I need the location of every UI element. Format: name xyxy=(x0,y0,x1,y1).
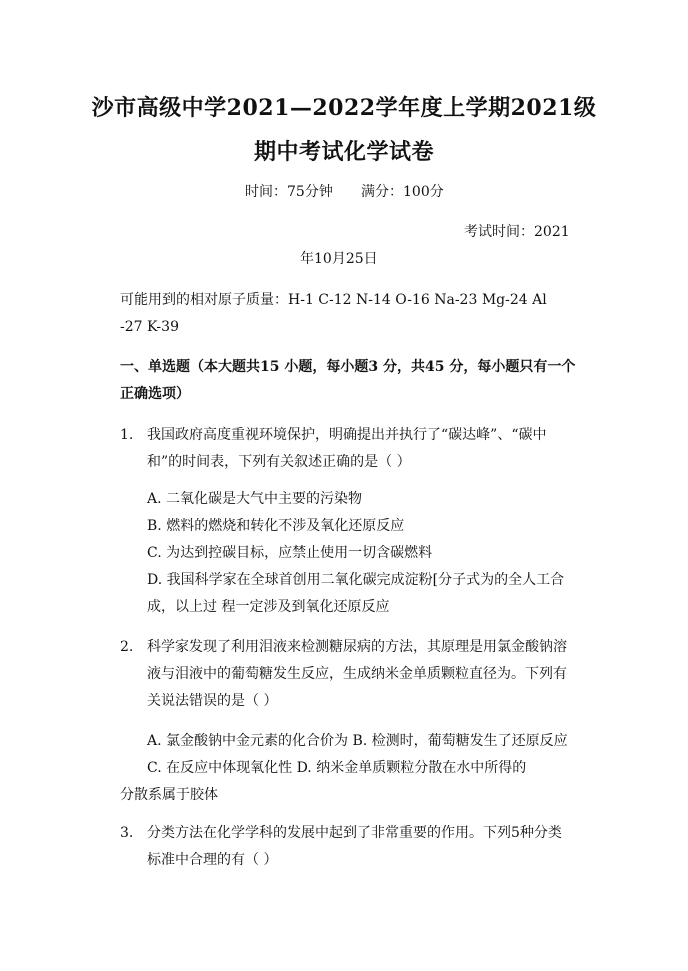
exam-date-part1: 考试时间：2021 xyxy=(464,224,570,240)
answer-option-continuation: 成，以上过 程一定涉及到氧化还原反应 xyxy=(147,599,390,615)
question-stem-line: 标准中合理的有（ ） xyxy=(147,852,278,868)
answer-option: A. 氯金酸钠中金元素的化合价为 B. 检测时，葡萄糖发生了还原反应 xyxy=(147,733,568,749)
exam-title-line1: 沙市高级中学2021—2022学年度上学期2021级 xyxy=(91,95,597,121)
answer-option: C. 在反应中体现氧化性 D. 纳米金单质颗粒分散在水中所得的 xyxy=(147,760,527,776)
question-stem-line: 科学家发现了利用泪液来检测糖尿病的方法，其原理是用氯金酸钠溶 xyxy=(147,639,567,655)
section-heading-line1: 一、单选题（本大题共15 小题，每小题3 分，共45 分，每小题只有一个 xyxy=(120,359,576,375)
question-number: 1. xyxy=(120,427,134,443)
answer-option-continuation: 分散系属于胶体 xyxy=(120,787,218,803)
question-stem-line: 液与泪液中的葡萄糖发生反应，生成纳米金单质颗粒直径为。下列有 xyxy=(147,666,567,682)
section-heading-line2: 正确选项） xyxy=(120,386,190,402)
full-score: 满分：100分 xyxy=(361,184,444,200)
question-stem-line: 我国政府高度重视环境保护，明确提出并执行了“碳达峰”、“碳中 xyxy=(147,427,547,443)
question-stem-line: 和”的时间表，下列有关叙述正确的是（ ） xyxy=(147,454,411,470)
answer-option: C. 为达到控碳目标，应禁止使用一切含碳燃料 xyxy=(147,545,433,561)
time-limit: 时间：75分钟 xyxy=(245,184,333,200)
atomic-masses-line1: 可能用到的相对原子质量：H-1 C-12 N-14 O-16 Na-23 Mg-24 Al xyxy=(120,292,547,308)
answer-option: A. 二氧化碳是大气中主要的污染物 xyxy=(147,491,363,507)
exam-date-part2: 年10月25日 xyxy=(300,251,378,267)
answer-option: D. 我国科学家在全球首创用二氧化碳完成淀粉[分子式为的全人工合 xyxy=(147,572,565,588)
atomic-masses-line2: -27 K-39 xyxy=(120,319,179,335)
question-stem-line: 分类方法在化学学科的发展中起到了非常重要的作用。下列5种分类 xyxy=(147,825,562,841)
answer-option: B. 燃料的燃烧和转化不涉及氧化还原反应 xyxy=(147,518,405,534)
exam-title-line2: 期中考试化学试卷 xyxy=(253,139,434,165)
question-number: 3. xyxy=(120,825,134,841)
question-stem-line: 关说法错误的是（ ） xyxy=(147,693,278,709)
question-number: 2. xyxy=(120,639,134,655)
